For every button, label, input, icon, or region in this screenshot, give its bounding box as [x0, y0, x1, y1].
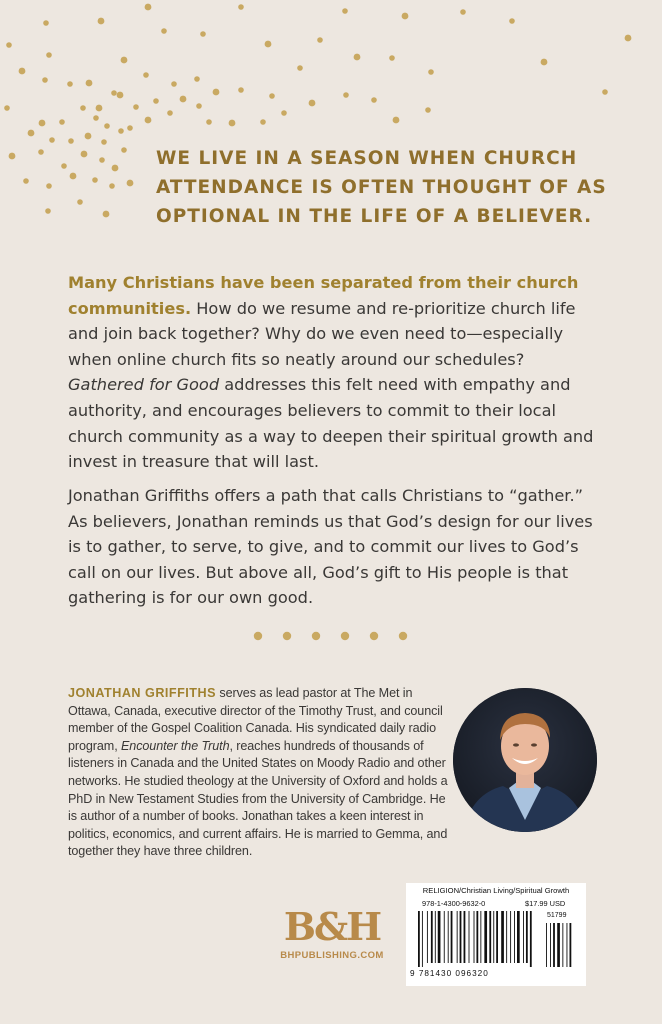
- barcode-bar: [526, 911, 528, 963]
- decorative-dot: [297, 65, 303, 71]
- decorative-dot: [238, 4, 244, 10]
- barcode-bar: [464, 911, 466, 963]
- barcode-bar: [418, 911, 420, 967]
- decorative-dot: [42, 77, 48, 83]
- barcode-bar: [444, 911, 445, 963]
- description-lead: Many Christians have been separated from their church communities.: [68, 273, 579, 318]
- decorative-dot: [99, 157, 105, 163]
- dot-divider: [251, 629, 411, 643]
- decorative-dot: [121, 147, 127, 153]
- divider-dot: [399, 632, 407, 640]
- decorative-dot: [81, 151, 88, 158]
- divider-dot: [283, 632, 291, 640]
- decorative-dot: [541, 59, 548, 66]
- decorative-dot: [602, 89, 608, 95]
- decorative-dot: [28, 130, 35, 137]
- barcode-bar: [489, 911, 491, 963]
- decorative-dot: [38, 149, 44, 155]
- decorative-dot: [4, 105, 10, 111]
- decorative-dot: [127, 180, 134, 187]
- decorative-dot: [86, 80, 93, 87]
- decorative-dot: [342, 8, 348, 14]
- author-name: JONATHAN GRIFFITHS: [68, 686, 216, 700]
- barcode-bar: [530, 911, 532, 967]
- book-title: Gathered for Good: [68, 375, 220, 395]
- publisher-url: BHPUBLISHING.COM: [280, 950, 384, 961]
- barcode-bar: [422, 911, 423, 967]
- decorative-dot: [98, 18, 105, 25]
- decorative-dot: [196, 103, 202, 109]
- decorative-dot: [317, 37, 323, 43]
- decorative-dot: [43, 20, 49, 26]
- decorative-dot: [509, 18, 515, 24]
- description-text-2: addresses this felt need with empathy and authority, and encourages believers to commit to their local church community as a way to deepen their spiritual growth and invest in treasure that will last.: [68, 375, 594, 472]
- decorative-dot: [625, 35, 632, 42]
- barcode-isbn: 978-1-4300-9632-0: [422, 899, 486, 908]
- barcode-bar: [451, 911, 453, 963]
- decorative-dot: [265, 41, 272, 48]
- decorative-dot: [93, 115, 99, 121]
- description-paragraph: [68, 270, 598, 475]
- radio-program-title: Encounter the Truth: [121, 738, 230, 753]
- barcode-bar: [431, 911, 433, 963]
- author-bio-text-2: , reaches hundreds of thousands of listeners in Canada and the United States on Moody Radio and other networks. He studied theology at the University of Oxford and holds a PhD in New Testament Studies from the University of Cambridge. He is author of a number of books. Jonathan takes a keen interest in politics, economics, and current affairs. He is married to Gemma, and together they have three children.: [68, 738, 448, 859]
- barcode-category: RELIGION/Christian Living/Spiritual Growth: [422, 886, 570, 895]
- barcode-bar: [435, 911, 436, 963]
- decorative-dot: [167, 110, 173, 116]
- decorative-dot: [112, 165, 119, 172]
- decorative-dot: [145, 4, 152, 11]
- decorative-dot: [213, 89, 220, 96]
- barcode-bar: [562, 923, 563, 967]
- decorative-dot: [425, 107, 431, 113]
- barcode-bar: [476, 911, 478, 963]
- decorative-dot: [206, 119, 212, 125]
- decorative-dot: [39, 120, 46, 127]
- decorative-dot: [145, 117, 152, 124]
- author-bio: [68, 685, 448, 861]
- decorative-dot: [49, 137, 55, 143]
- barcode-bar: [484, 911, 487, 963]
- decorative-dot: [171, 81, 177, 87]
- barcode-bar: [427, 911, 428, 963]
- barcode-bar: [469, 911, 470, 963]
- barcode-bar: [557, 923, 560, 967]
- decorative-dot: [393, 117, 400, 124]
- decorative-dot: [46, 183, 52, 189]
- decorative-dot: [23, 178, 29, 184]
- decorative-dot: [96, 105, 103, 112]
- barcode-bar: [510, 911, 511, 963]
- divider-dot: [254, 632, 262, 640]
- barcode-bar: [457, 911, 458, 963]
- author-photo: [453, 688, 597, 832]
- decorative-dot: [389, 55, 395, 61]
- barcode-bar: [570, 923, 572, 967]
- decorative-dot: [118, 128, 124, 134]
- decorative-dot: [281, 110, 287, 116]
- decorative-dot: [343, 92, 349, 98]
- barcode-icon: [418, 911, 578, 969]
- decorative-dot: [67, 81, 73, 87]
- barcode-bar: [474, 911, 475, 963]
- gather-paragraph: Jonathan Griffiths offers a path that calls Christians to “gather.” As believers, Jonathan reminds us that God’s design for our lives is to gather, to serve, to give, and to commit our lives to God’s call on our lives. But above all, God’s gift to His people is that gathering is for our own good.: [68, 486, 593, 608]
- bh-logo-mark: B&H: [283, 904, 381, 949]
- description-text-1: How do we resume and re-prioritize church life and join back together? Why do we even need to—especially when online church fits so neatly around our schedules?: [68, 298, 576, 369]
- decorative-dot: [77, 199, 83, 205]
- decorative-dot: [117, 92, 124, 99]
- barcode-box: [406, 883, 586, 986]
- decorative-dot: [101, 139, 107, 145]
- decorative-dot: [61, 163, 67, 169]
- decorative-dot: [19, 68, 26, 75]
- barcode-bar: [501, 911, 504, 963]
- author-bio-text-1: serves as lead pastor at The Met in Ottawa, Canada, executive director of the Timothy Trust, and council member of the Gospel Coalition Canada. His syndicated daily radio program,: [68, 686, 443, 753]
- decorative-dot: [180, 96, 187, 103]
- decorative-dot: [371, 97, 377, 103]
- decorative-dot: [80, 105, 86, 111]
- decorative-dot: [85, 133, 92, 140]
- headline: WE LIVE IN A SEASON WHEN CHURCH ATTENDANCE IS OFTEN THOUGHT OF AS OPTIONAL IN THE LIFE OF A BELIEVER.: [156, 148, 607, 227]
- barcode-bar: [550, 923, 551, 967]
- barcode-bar: [496, 911, 498, 963]
- decorative-dot: [6, 42, 12, 48]
- decorative-dot: [428, 69, 434, 75]
- decorative-dot: [238, 87, 244, 93]
- decorative-dot: [402, 13, 409, 20]
- decorative-dot: [153, 98, 159, 104]
- divider-dot: [312, 632, 320, 640]
- barcode-bar: [546, 923, 547, 967]
- barcode-bar: [553, 923, 555, 967]
- barcode-bar: [493, 911, 494, 963]
- decorative-dot: [229, 120, 236, 127]
- decorative-dot: [260, 119, 266, 125]
- decorative-dot: [121, 57, 128, 64]
- decorative-dot: [109, 183, 115, 189]
- decorative-dot: [9, 153, 16, 160]
- divider-dot: [370, 632, 378, 640]
- barcode-bar: [448, 911, 449, 963]
- barcode-bar: [567, 923, 568, 967]
- decorative-dot: [354, 54, 361, 61]
- decorative-dot: [46, 52, 52, 58]
- decorative-dot: [200, 31, 206, 37]
- decorative-dot: [460, 9, 466, 15]
- decorative-dot: [133, 104, 139, 110]
- barcode-bar: [517, 911, 520, 963]
- decorative-dot: [309, 100, 316, 107]
- barcode-price: $17.99 USD: [525, 899, 566, 908]
- barcode-bar: [480, 911, 481, 963]
- decorative-dot: [103, 211, 110, 218]
- decorative-dot: [111, 90, 117, 96]
- decorative-dot: [161, 28, 167, 34]
- barcode-addon-number: 51799: [547, 912, 567, 919]
- barcode-bar: [506, 911, 507, 963]
- barcode-bar: [514, 911, 515, 963]
- decorative-dot: [127, 125, 133, 131]
- decorative-dot: [92, 177, 98, 183]
- publisher-logo: [276, 906, 388, 966]
- decorative-dot: [104, 123, 110, 129]
- barcode-ean-number: 9 781430 096320: [410, 969, 489, 978]
- barcode-bar: [460, 911, 462, 963]
- decorative-dot: [45, 208, 51, 214]
- decorative-dot: [68, 138, 74, 144]
- divider-dot: [341, 632, 349, 640]
- decorative-dot: [70, 173, 77, 180]
- decorative-dot: [59, 119, 65, 125]
- barcode-bar: [438, 911, 441, 963]
- decorative-dot: [269, 93, 275, 99]
- decorative-dot: [143, 72, 149, 78]
- barcode-bar: [523, 911, 524, 963]
- decorative-dot: [194, 76, 200, 82]
